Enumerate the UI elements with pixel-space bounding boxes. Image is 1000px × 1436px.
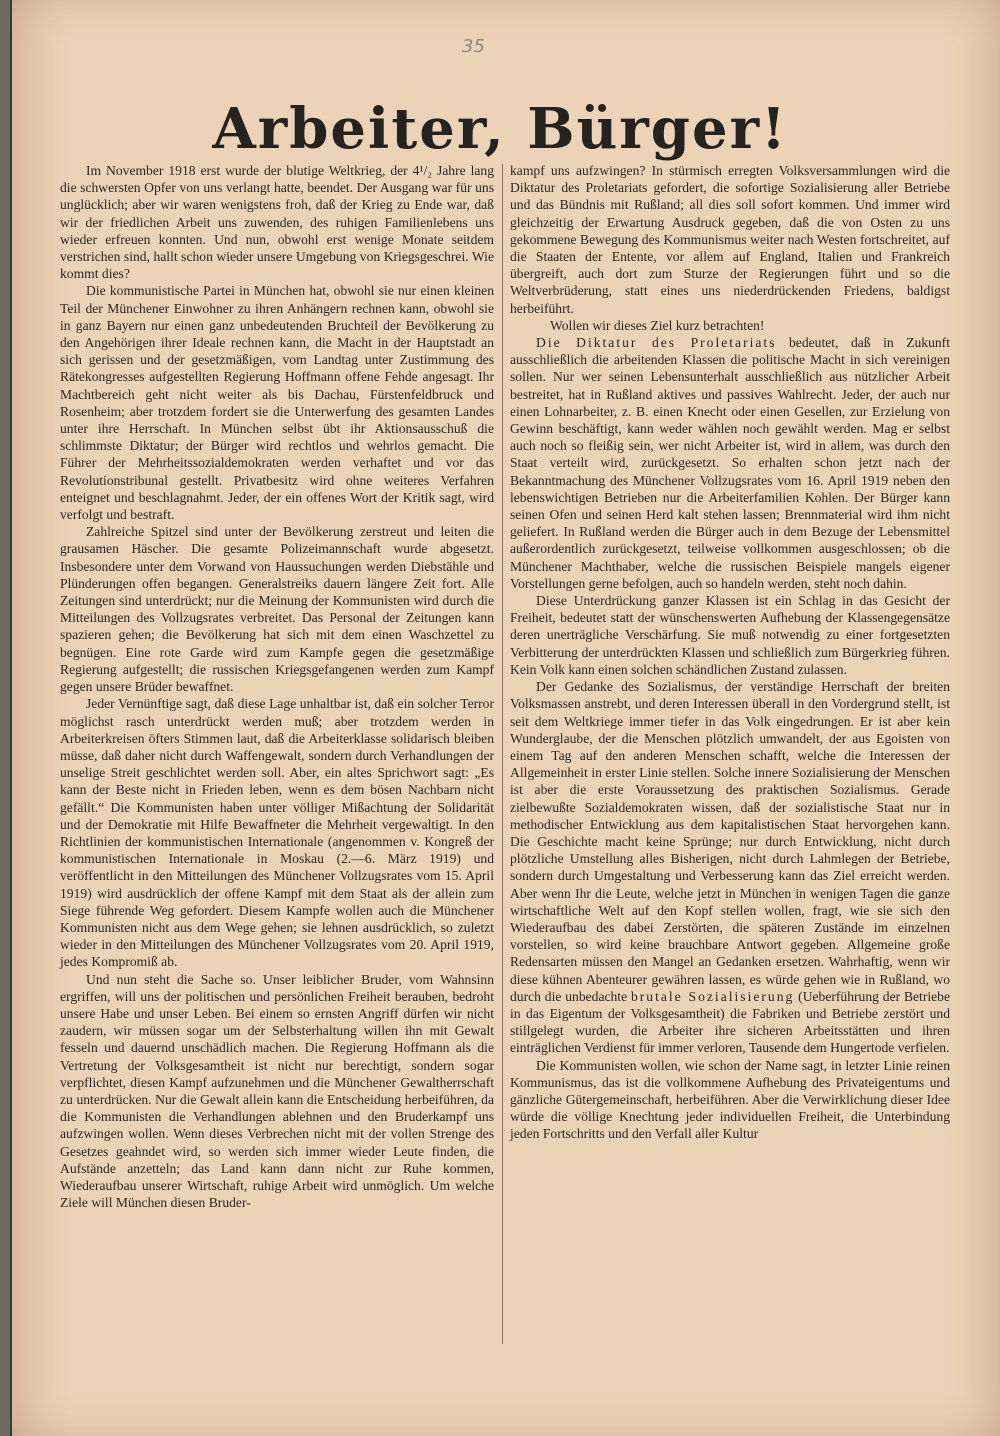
paragraph: Die kommunistische Partei in München hat, obwohl sie nur einen kleinen Teil der Münchener Einwohner zu ihren Anhängern rechnen kann, obwohl sie in ganz Bayern nur einen ganz unbedeutenden Bruchteil der Bevölkerung zu den Angehörigen ihrer Ideale rechnen kann, die Macht in der Hauptstadt an sich gerissen und der gesetzmäßigen, vom Landtag unter Zustimmung des Rätekongresses aufgestellten Regierung Hoffmann offene Fehde angesagt. Ihr Machtbereich geht nicht weiter als bis Dachau, Fürstenfeldbruck und Rosenheim; aber trotzdem fordert sie die Unterwerfung des gesamten Landes unter ihre Herrschaft. In München selbst übt ihr Aktionsausschuß die schlimmste Diktatur; der Bürger wird rechtlos und wehrlos gemacht. Die Führer der Mehrheitssozialdemokraten werden verhaftet und vor das Revolutionstribunal gestellt. Privatbesitz wird ohne weiteres Verfahren enteignet und beschlagnahmt. Jeder, der ein offenes Wort der Kritik sagt, wird verfolgt und bestraft.	[60, 283, 494, 523]
paragraph	[510, 678, 950, 1056]
right-column	[510, 162, 950, 1143]
left-column	[60, 162, 494, 1211]
emphasis-text: brutale Sozialisierung	[630, 988, 795, 1004]
paragraph: Im November 1918 erst wurde der blutige Weltkrieg, der 4¹/₂ Jahre lang die schwersten Opfer von uns verlangt hatte, beendet. Der Ausgang war für uns unglücklich; aber wir waren wenigstens froh, daß der Krieg zu Ende war, daß wir der friedlichen Arbeit uns zuwenden, des ruhigen Familienlebens uns wieder erfreuen konnten. Und nun, obwohl erst wenige Monate seitdem verstrichen sind, hallt schon wieder unsere Umgebung von Kriegsgeschrei. Wie kommt dies?	[60, 163, 494, 282]
paragraph: kampf uns aufzwingen? In stürmisch erregten Volksversammlungen wird die Diktatur des Proletariats gefordert, die sofortige Sozialisierung aller Betriebe und das Bündnis mit Rußland; all dies soll sofort kommen. Und immer wird gleichzeitig der Erwartung Ausdruck gegeben, daß die von Osten zu uns gekommene Bewegung des Kommunismus weiter nach Westen fortschreitet, auf die Staaten der Entente, vor allem auf England, Italien und Frankreich übergreift, auch dort zum Sturze der Regierungen führt und so die Weltverbrüderung, statt eines uns niederdrückenden Friedens, baldigst herbeiführt.	[510, 163, 950, 316]
column-divider	[502, 164, 503, 1344]
paragraph: Die Kommunisten wollen, wie schon der Name sagt, in letzter Linie reinen Kommunismus, das ist die vollkommene Aufhebung des Privateigentums und gänzliche Gütergemeinschaft, herbeiführen. Aber die Verwirklichung dieser Idee würde die völlige Knechtung jeder individuellen Freiheit, die Unterbindung jeden Fortschritts und den Verfall aller Kultur	[510, 1057, 950, 1142]
page-title: Arbeiter, Bürger!	[212, 96, 788, 162]
paragraph: Zahlreiche Spitzel sind unter der Bevölkerung zerstreut und leiten die grausamen Häscher. Die gesamte Polizeimannschaft wurde abgesetzt. Insbesondere unter dem Vorwand von Haussuchungen werden Diebstähle und Plünderungen offen begangen. Generalstreiks dauern längere Zeit fort. Alle Zeitungen sind unterdrückt; nur die Meinung der Kommunisten wird durch die Mitteilungen des Vollzugsrates verbreitet. Das Personal der Zeitungen kann spazieren gehen; die Bevölkerung hat sich mit dem einen Waschzettel zu begnügen. Eine rote Garde wird zum Kampfe gegen die gesetzmäßige Regierung aufgestellt; die russischen Kriegsgefangenen werden zum Kampf gegen unsere Brüder bewaffnet.	[60, 524, 494, 695]
paragraph: Und nun steht die Sache so. Unser leiblicher Bruder, vom Wahnsinn ergriffen, will uns der politischen und persönlichen Freiheit berauben, bedroht unsere Habe und unser Leben. Bei einem so ernsten Angriff dürfen wir nicht zaudern, wir müssen sogar um der Selbsterhaltung willen ihn mit Gewalt fesseln und dauernd unschädlich machen. Die Regierung Hoffmann als die Vertretung der Volksgesamtheit ist nicht nur berechtigt, sondern sogar verpflichtet, diesen Kampf aufzunehmen und die Münchener Gewaltherrschaft zu unterdrücken. Nur die Gewalt allein kann die Entscheidung herbeiführen, da die Kommunisten die Verhandlungen ablehnen und den Bruderkampf uns aufzwingen wollen. Wenn dieses Verbrechen nicht mit der vollen Strenge des Gesetzes geahndet wird, so werden sich immer wieder Leute finden, die Aufstände anzetteln; das Land kann dann nicht zur Ruhe kommen, Wiederaufbau unserer Wirtschaft, ruhige Arbeit wird unmöglich. Um welche Ziele will München diesen Bruder-	[60, 971, 494, 1211]
paragraph: Wollen wir dieses Ziel kurz betrachten!	[550, 317, 765, 333]
paragraph-text: bedeutet, daß in Zukunft ausschließlich die arbeitenden Klassen die politische Macht in sich vereinigen sollen. Nur wer seinen Lebensunterhalt ausschließlich aus nützlicher Arbeit bestreitet, hat in Rußland aktives und passives Wahlrecht. Jeder, der auch nur einen Lohnarbeiter, z. B. einen Knecht oder einen Gesellen, zur Erzielung von Gewinn beschäftigt, kann weder wählen noch gewählt werden. Mag er selbst auch noch so fleißig sein, wer nicht Arbeiter ist, wird in allem, was durch den Staat verteilt wird, zurückgesetzt. So erhalten schon jetzt nach der Bekanntmachung des Münchener Vollzugsrates vom 16. April 1919 neben den lebenswichtigen Betrieben nur die Arbeiterfamilien Kohlen. Der Bürger kann seinen Ofen und seinen Herd kalt stehen lassen; Brennmaterial wird ihm nicht geliefert. In Rußland werden die Bürger auch in dem Bezuge der Lebensmittel außerordentlich zurückgesetzt, teilweise vollkommen ausgeschlossen; ob die Münchener Machthaber, welche die russischen Beispiele mangels eigener Vorstellungen gerne befolgen, auch so handeln werden, steht noch dahin.	[510, 335, 950, 591]
paragraph: Jeder Vernünftige sagt, daß diese Lage unhaltbar ist, daß ein solcher Terror möglichst rasch unterdrückt werden muß; aber trotzdem werden in Arbeiterkreisen öfters Stimmen laut, daß die Arbeiterklasse solidarisch bleiben müsse, daß daher nicht durch Waffengewalt, sondern durch Verhandlungen der unselige Streit geschlichtet werden soll. Aber, ein altes Sprichwort sagt: „Es kann der Beste nicht in Frieden leben, wenn es dem bösen Nachbarn nicht gefällt.“ Die Kommunisten haben unter völliger Mißachtung der Solidarität und der Demokratie mit Hilfe Bewaffneter die Mehrheit vergewaltigt. In den Richtlinien der kommunistischen Internationale (angenommen v. Kongreß der kommunistischen Internationale in Moskau (2.—6. März 1919) und veröffentlicht in den Mitteilungen des Münchener Vollzugsrates vom 15. April 1919) wird ausdrücklich der offene Kampf mit dem Staat als der allein zum Siege führende Weg gefordert. Diesem Kampfe wollen auch die Münchener Kommunisten nicht aus dem Wege gehen; sie lehnen ausdrücklich, so zuletzt wieder in den Mitteilungen des Münchener Vollzugsrates vom 20. April 1919, jedes Kompromiß ab.	[60, 696, 494, 970]
paragraph	[510, 334, 950, 592]
page-number: 35	[462, 36, 485, 57]
paragraph: Diese Unterdrückung ganzer Klassen ist ein Schlag in das Gesicht der Freiheit, bedeutet statt der wünschenswerten Aufhebung der Klassengegensätze deren unerträgliche Verschärfung. Sie muß notwendig zu einer fortgesetzten Verbitterung der unterdrückten Klassen und schließlich zum Bürgerkrieg führen. Kein Volk kann einen solchen schändlichen Zustand zulassen.	[510, 593, 950, 677]
paragraph-text: Der Gedanke des Sozialismus, der verständige Herrschaft der breiten Volksmassen anstrebt, und deren Interessen überall in den Vordergrund stellt, ist seit dem Weltkriege immer tiefer in das Volk eingedrungen. Er ist aber kein Wunderglaube, der die Menschen plötzlich umwandelt, der aus Egoisten von einem Tag auf den anderen Menschen schafft, welche die Interessen der Allgemeinheit in erster Linie stellen. Solche innere Sozialisierung der Menschen ist aber die erste Voraussetzung des praktischen Sozialismus. Gerade zielbewußte Sozialdemokraten wissen, daß der sozialistische Staat nur in methodischer Entwicklung aus dem kapitalistischen Staat hervorgehen kann. Die Geschichte macht keine Sprünge; nur durch Entwicklung, nicht durch plötzliche Umstellung alles Bisherigen, nicht durch Lahmlegen der Betriebe, sondern durch Umgestaltung und Verbesserung kann das Ziel erreicht werden. Aber wenn Ihr die Leute, welche jetzt in München in wenigen Tagen die ganze wirtschaftliche Welt auf den Kopf stellen wollen, fragt, wie sie sich den Wiederaufbau des dabei Zerstörten, die späteren Zustände im einzelnen vorstellen, so wird keine brauchbare Antwort gegeben. Allgemeine große Redensarten müssen den Mangel an Gedanken ersetzen. Wahrhaftig, wenn wir diese kühnen Abenteurer gewähren lassen, es würde gehen wie in Rußland, wo durch die unbedachte	[510, 679, 950, 1004]
emphasis-text: Die Diktatur des Proletariats	[536, 335, 777, 351]
paragraph-text: (Ueberführung der Betriebe in das Eigentum der Volksgesamtheit) die Fabriken und Betriebe zerstört und stillgelegt wurden, die Arbeiter ihre sicheren Arbeitsstätten und ihren einträglichen Verdienst für immer verloren, Tausende dem Hungertode verfielen.	[510, 988, 951, 1056]
